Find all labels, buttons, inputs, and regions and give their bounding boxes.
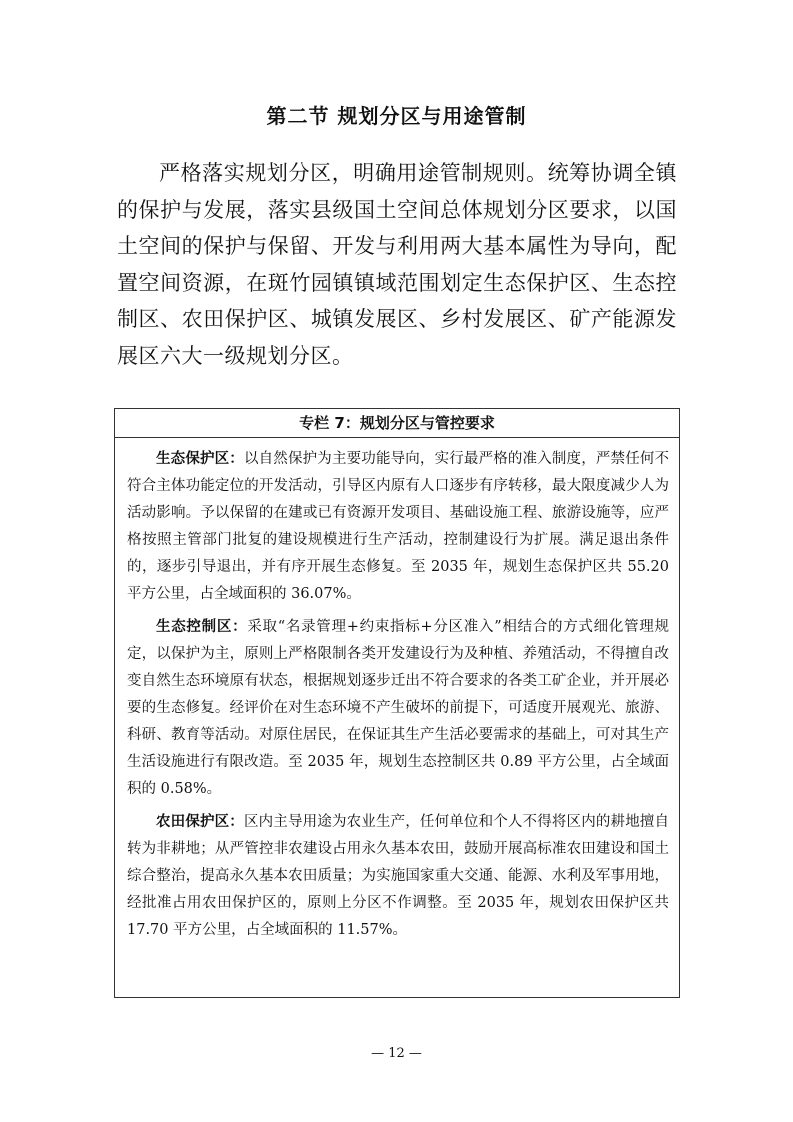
zone-title: 生态控制区：: [156, 619, 248, 635]
zone-title: 农田保护区：: [156, 814, 244, 830]
zone-text: 以自然保护为主要功能导向，实行最严格的准入制度，严禁任何不符合主体功能定位的开发活动，引导区内原有人口逐步有序转移，最大限度减少人为活动影响。予以保留的在建或已有资源开发项目、基础设施工程、旅游设施等，应严格按照主管部门批复的建设规模进行生产活动，控制建设行为扩展。满足退出条件的，逐步引导退出，并有序开展生态修复。至 2035 年，规划生态保护区共 55.20 平方公里，占全域面积的 36.07%。: [127, 451, 670, 602]
zone-title: 生态保护区：: [156, 451, 244, 467]
page-number: — 12 —: [371, 1046, 422, 1061]
zone-ecological-control: [127, 614, 669, 803]
zone-text: 区内主导用途为农业生产，任何单位和个人不得将区内的耕地擅自转为非耕地；从严管控非农建设占用永久基本农田，鼓励开展高标准农田建设和国土综合整治，提高永久基本农田质量；为实施国家重大交通、能源、水利及军事用地，经批准占用农田保护区的，原则上分区不作调整。至 2035 年，规划农田保护区共 17.70 平方公里，占全域面积的 11.57%。: [127, 814, 670, 938]
column-box: [114, 408, 680, 998]
intro-paragraph: 严格落实规划分区，明确用途管制规则。统筹协调全镇的保护与发展，落实县级国土空间总体规划分区要求，以国土空间的保护与保留、开发与利用两大基本属性为导向，配置空间资源，在斑竹园镇镇域范围划定生态保护区、生态控制区、农田保护区、城镇发展区、乡村发展区、矿产能源发展区六大一级规划分区。: [117, 161, 677, 368]
zone-farmland-protection: [127, 809, 669, 944]
column-box-body: [115, 438, 679, 944]
zone-ecological-protection: [127, 446, 669, 608]
zone-text: 采取“名录管理+约束指标+分区准入”相结合的方式细化管理规定，以保护为主，原则上严格限制各类开发建设行为及种植、养殖活动，不得擅自改变自然生态环境原有状态，根据规划逐步迁出不符合要求的各类工矿企业，并开展必要的生态修复。经评价在对生态环境不产生破坏的前提下，可适度开展观光、旅游、科研、教育等活动。对原住居民，在保证其生产生活必要需求的基础上，可对其生产生活设施进行有限改造。至 2035 年，规划生态控制区共 0.89 平方公里，占全域面积的 0.58%。: [127, 619, 670, 797]
column-box-title: 专栏 7：规划分区与管控要求: [115, 409, 679, 438]
section-title: 第二节 规划分区与用途管制: [266, 104, 527, 128]
